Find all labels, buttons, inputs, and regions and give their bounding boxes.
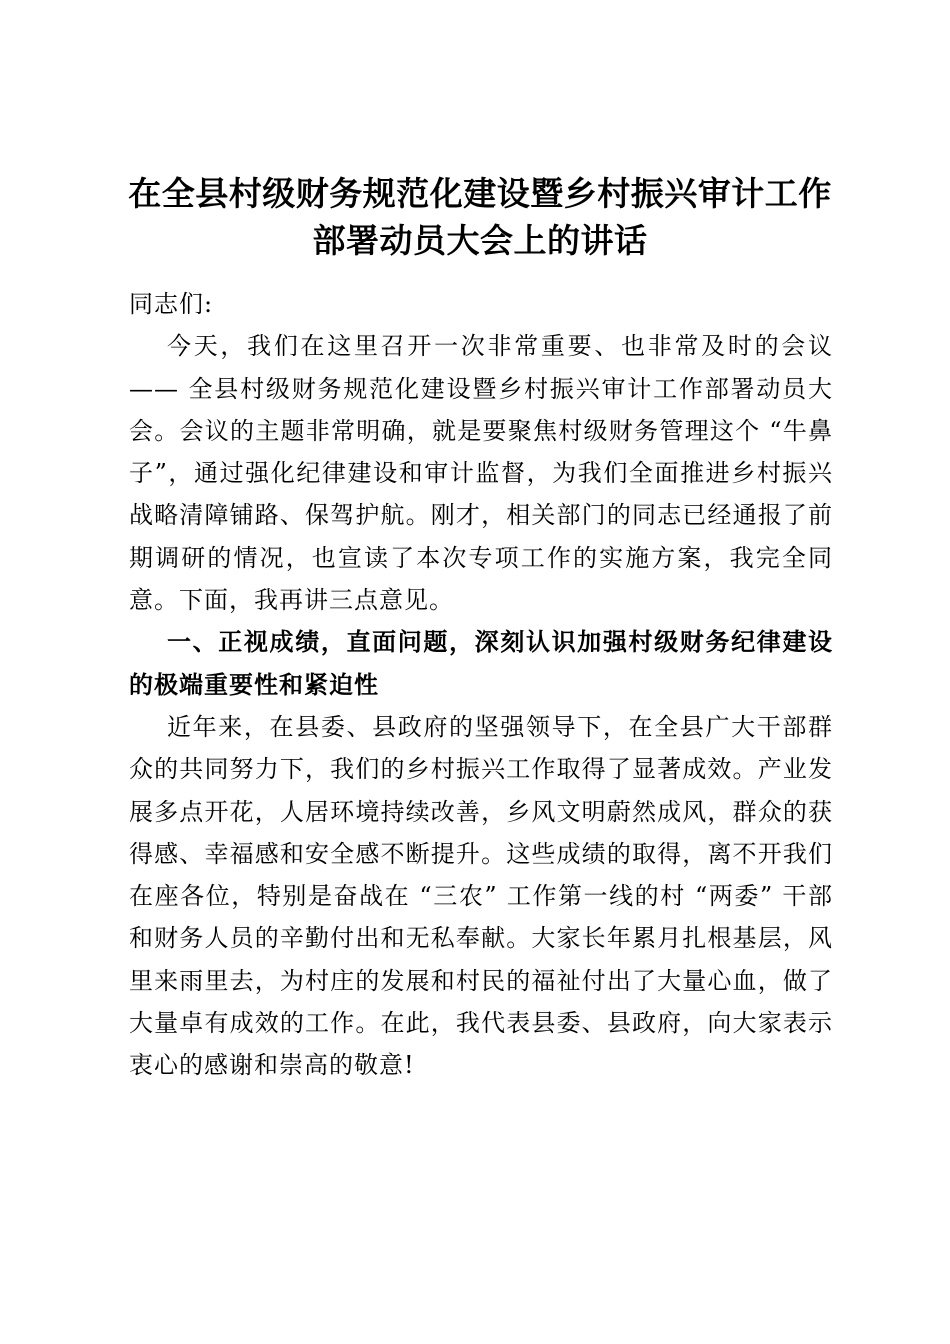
salutation: 同志们: [129, 290, 214, 318]
document-title: 在全县村级财务规范化建设暨乡村振兴审计工作部署动员大会上的讲话 [128, 174, 832, 260]
intro-paragraph: 今天，我们在这里召开一次非常重要、也非常及时的会议—— 全县村级财务规范化建设暨乡村振兴审计工作部署动员大会。会议的主题非常明确，就是要聚焦村级财务管理这个 “牛鼻子”，通过强化纪律建设和审计监督，为我们全面推进乡村振兴战略清障铺路、保驾护航。刚才，相关部门的同志已经通报了前期调研的情况，也宣读了本次专项工作的实施方案，我完全同意。下面，我再讲三点意见。 [129, 332, 833, 615]
document-body [129, 283, 833, 1087]
achievements-paragraph: 近年来，在县委、县政府的坚强领导下，在全县广大干部群众的共同努力下，我们的乡村振兴工作取得了显著成效。产业发展多点开花，人居环境持续改善，乡风文明蔚然成风，群众的获得感、幸福感和安全感不断提升。这些成绩的取得，离不开我们在座各位，特别是奋战在 “三农” 工作第一线的村 “两委” 干部和财务人员的辛勤付出和无私奉献。大家长年累月扎根基层，风里来雨里去，为村庄的发展和村民的福祉付出了大量心血，做了大量卓有成效的工作。在此，我代表县委、县政府，向大家表示衷心的感谢和崇高的敬意! [129, 712, 833, 1080]
section-heading-one: 一、正视成绩，直面问题，深刻认识加强村级财务纪律建设的极端重要性和紧迫性 [129, 628, 833, 699]
